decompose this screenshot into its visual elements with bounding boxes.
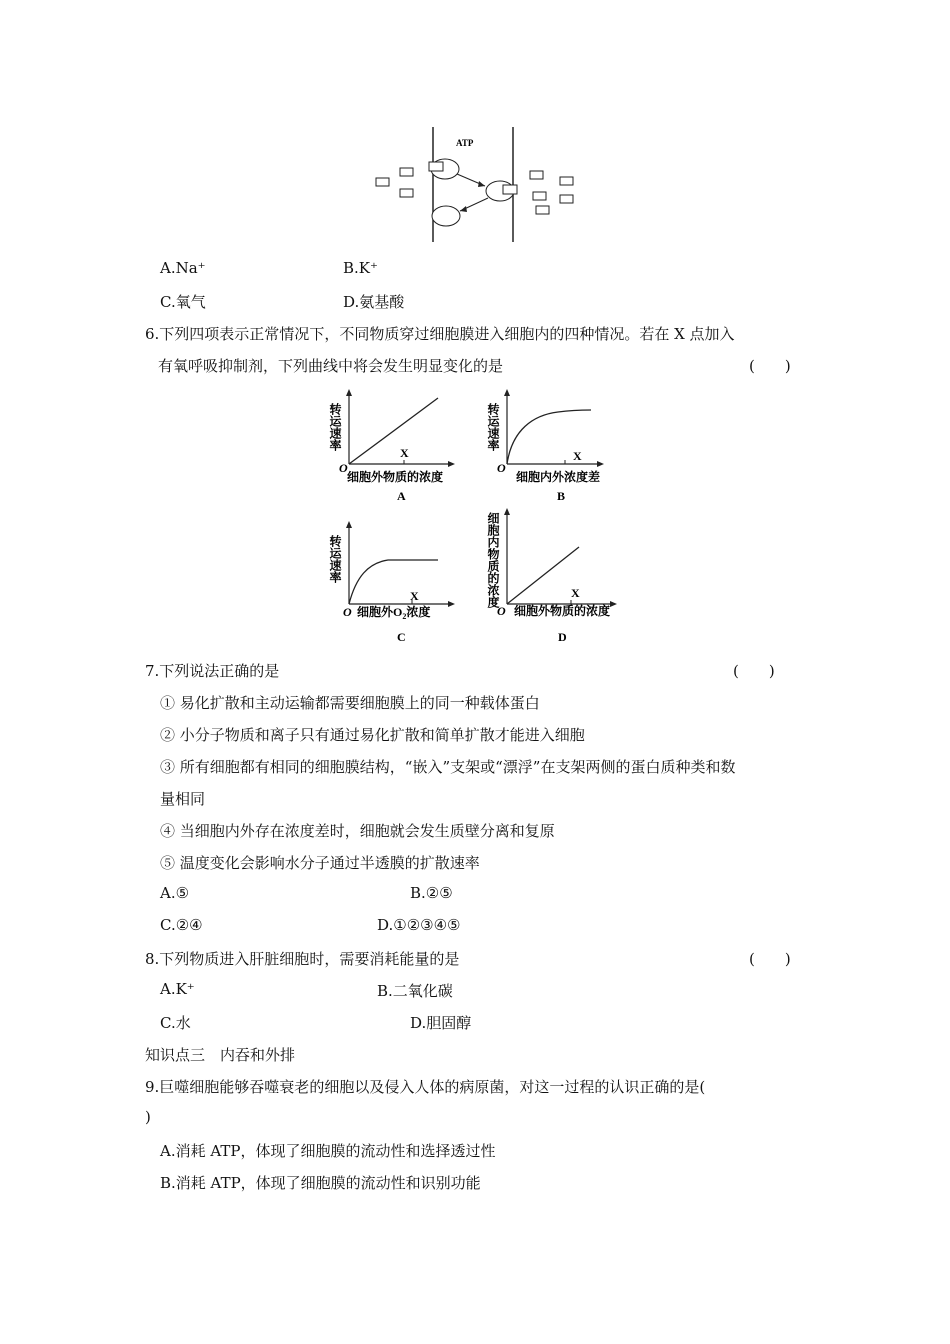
molecule-bound-top [429,162,443,171]
q5-option-b: B.K⁺ [343,259,378,277]
membrane-transport-figure [360,122,600,247]
graph-d-x-arrow [610,601,617,607]
q9-stem-line2: ) [145,1108,151,1126]
graph-d-xlabel: 细胞外物质的浓度 [514,604,611,618]
graph-d-origin: O [497,604,506,618]
molecule-inside-2 [560,177,573,185]
molecule-outside-2 [400,168,413,176]
q9-option-b: B.消耗 ATP，体现了细胞膜的流动性和识别功能 [160,1174,481,1192]
graph-c-ylabel: 转运速率 [328,535,342,583]
graph-d-ylabel: 细胞内物质的浓度 [486,512,500,608]
graph-a-curve [349,398,438,464]
graph-c [330,517,465,647]
molecule-bound-middle [503,185,517,194]
q6-stem-line2: 有氧呼吸抑制剂，下列曲线中将会发生明显变化的是 [158,357,504,375]
graph-c-curve [349,560,438,604]
molecule-outside-1 [376,178,389,186]
graph-a-y-arrow [346,389,352,396]
graph-b-origin: O [497,461,506,475]
molecule-inside-5 [536,206,549,214]
arrow-1-head [478,181,485,187]
q8-stem: 8.下列物质进入肝脏细胞时，需要消耗能量的是 [145,950,460,968]
molecule-inside-4 [560,195,573,203]
q9-option-a: A.消耗 ATP，体现了细胞膜的流动性和选择透过性 [160,1142,496,1160]
graph-b-ylabel: 转运速率 [486,403,500,451]
q7-item-2: ② 小分子物质和离子只有通过易化扩散和简单扩散才能进入细胞 [160,726,585,744]
molecule-inside-1 [530,171,543,179]
q8-option-d: D.胆固醇 [410,1014,472,1032]
graph-c-x-arrow [448,601,455,607]
q6-answer-bracket: ( ) [749,357,791,375]
graph-a-caption: A [397,489,406,503]
molecule-outside-3 [400,189,413,197]
graph-d-x-marker: X [571,586,580,600]
q7-answer-bracket: ( ) [733,662,775,680]
q7-item-3-cont: 量相同 [160,790,206,808]
graph-b-xlabel: 细胞内外浓度差 [516,470,601,484]
graph-c-xlabel: 细胞外$O_2$浓度 [357,605,431,621]
q7-option-a: A.⑤ [160,884,190,902]
graph-c-caption: C [397,630,406,644]
graph-b-x-marker: X [573,449,582,463]
graph-c-y-arrow [346,521,352,528]
graph-d-y-arrow [504,508,510,515]
section-3-title: 知识点三 内吞和外排 [145,1046,296,1064]
graph-a-xlabel: 细胞外物质的浓度 [347,470,444,484]
graph-a-x-arrow [448,461,455,467]
graph-a-x-marker: X [400,446,409,460]
q9-stem-line1: 9.巨噬细胞能够吞噬衰老的细胞以及侵入人体的病原菌，对这一过程的认识正确的是( [145,1078,706,1096]
graph-b-y-arrow [504,389,510,396]
q8-option-a: A.K⁺ [160,980,195,998]
q7-item-5: ⑤ 温度变化会影响水分子通过半透膜的扩散速率 [160,854,480,872]
q5-option-a: A.Na⁺ [160,259,206,277]
carrier-bottom [432,206,460,226]
graph-a-origin: O [339,461,348,475]
molecule-inside-3 [533,192,546,200]
graph-d-curve [507,547,579,604]
graph-c-x-marker: X [410,589,419,603]
arrow-2-head [460,206,467,212]
q6-stem-line1: 6.下列四项表示正常情况下，不同物质穿过细胞膜进入细胞内的四种情况。若在 X 点加入 [145,325,735,343]
q7-option-b: B.②⑤ [410,884,453,902]
q7-item-1: ① 易化扩散和主动运输都需要细胞膜上的同一种载体蛋白 [160,694,540,712]
q7-item-3: ③ 所有细胞都有相同的细胞膜结构，“嵌入”支架或“漂浮”在支架两侧的蛋白质种类和数 [160,758,736,776]
atp-label: ATP [456,138,474,148]
graph-b [488,385,623,505]
q5-option-c: C.氧气 [160,293,206,311]
q7-option-c: C.②④ [160,916,203,934]
graph-d-caption: D [558,630,567,644]
q7-stem: 7.下列说法正确的是 [145,662,280,680]
q7-option-d: D.①②③④⑤ [377,916,461,934]
graph-b-x-arrow [597,461,604,467]
q8-option-c: C.水 [160,1014,191,1032]
q5-option-d: D.氨基酸 [343,293,405,311]
q8-option-b: B.二氧化碳 [377,982,453,1000]
graph-c-origin: O [343,605,352,619]
graph-a-ylabel: 转运速率 [328,403,342,451]
q8-answer-bracket: ( ) [749,950,791,968]
graph-a [330,385,465,505]
graph-d [488,500,628,647]
graph-b-caption: B [557,489,566,503]
q7-item-4: ④ 当细胞内外存在浓度差时，细胞就会发生质壁分离和复原 [160,822,555,840]
